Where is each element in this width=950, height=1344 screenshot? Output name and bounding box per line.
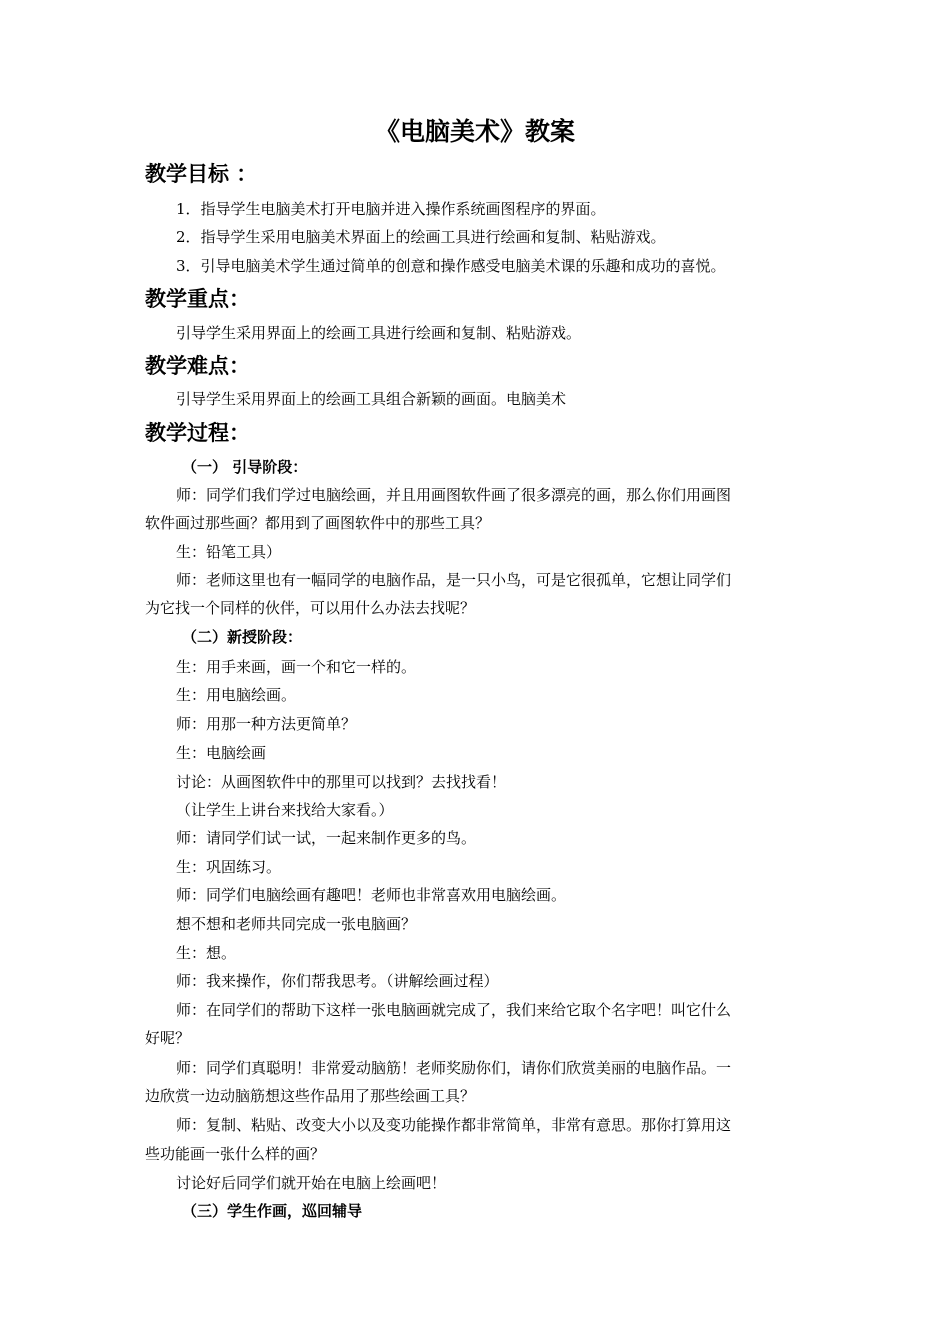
process-line: 边欣赏一边动脑筋想这些作品用了那些绘画工具？	[145, 1087, 476, 1105]
process-line: 讨论：从画图软件中的那里可以找到？去找找看！	[176, 773, 507, 791]
heading-key-points: 教学重点：	[145, 286, 250, 311]
process-line: 生：用电脑绘画。	[176, 686, 297, 704]
process-line: 师：老师这里也有一幅同学的电脑作品，是一只小鸟，可是它很孤单，它想让同学们	[176, 571, 732, 589]
process-line: 师：复制、粘贴、改变大小以及变功能操作都非常简单，非常有意思。那你打算用这	[176, 1116, 732, 1134]
process-stage-1-heading: （一） 引导阶段：	[182, 458, 308, 476]
objective-item-3: 3．引导电脑美术学生通过简单的创意和操作感受电脑美术课的乐趣和成功的喜悦。	[176, 257, 726, 275]
process-line: 软件画过那些画？都用到了画图软件中的那些工具？	[145, 514, 491, 532]
process-stage-3-heading: （三）学生作画，巡回辅导	[182, 1202, 363, 1220]
process-stage-2-heading: （二）新授阶段：	[182, 628, 303, 646]
heading-difficulties: 教学难点：	[145, 353, 250, 378]
heading-process: 教学过程：	[145, 420, 250, 445]
process-line: 生：用手来画，画一个和它一样的。	[176, 658, 417, 676]
process-line: 生：巩固练习。	[176, 858, 282, 876]
process-line: 好呢？	[145, 1029, 191, 1047]
process-line: 讨论好后同学们就开始在电脑上绘画吧！	[176, 1174, 447, 1192]
process-line: 生：想。	[176, 944, 237, 962]
objective-item-1: 1．指导学生电脑美术打开电脑并进入操作系统画图程序的界面。	[176, 200, 606, 218]
process-line: 师：在同学们的帮助下这样一张电脑画就完成了，我们来给它取个名字吧！叫它什么	[176, 1001, 732, 1019]
process-line: 师：同学们电脑绘画有趣吧！老师也非常喜欢用电脑绘画。	[176, 886, 567, 904]
process-line: 师：同学们真聪明！非常爱动脑筋！老师奖励你们，请你们欣赏美丽的电脑作品。一	[176, 1059, 732, 1077]
process-line: 师：请同学们试一试，一起来制作更多的鸟。	[176, 829, 477, 847]
process-line: 生：铅笔工具）	[176, 543, 282, 561]
process-line: 想不想和老师共同完成一张电脑画？	[176, 915, 417, 933]
process-line: （让学生上讲台来找给大家看。）	[176, 801, 394, 819]
difficulties-text: 引导学生采用界面上的绘画工具组合新颖的画面。电脑美术	[176, 390, 567, 408]
objective-item-2: 2．指导学生采用电脑美术界面上的绘画工具进行绘画和复制、粘贴游戏。	[176, 228, 666, 246]
process-line: 师：同学们我们学过电脑绘画，并且用画图软件画了很多漂亮的画，那么你们用画图	[176, 486, 732, 504]
process-line: 些功能画一张什么样的画？	[145, 1145, 326, 1163]
document-title: 《电脑美术》教案	[374, 117, 575, 146]
process-line: 生：电脑绘画	[176, 744, 267, 762]
process-line: 师：我来操作，你们帮我思考。（讲解绘画过程）	[176, 972, 499, 990]
process-line: 师：用那一种方法更简单？	[176, 715, 357, 733]
heading-objectives: 教学目标 ：	[145, 161, 258, 186]
process-line: 为它找一个同样的伙伴，可以用什么办法去找呢？	[145, 599, 476, 617]
key-points-text: 引导学生采用界面上的绘画工具进行绘画和复制、粘贴游戏。	[176, 324, 582, 342]
